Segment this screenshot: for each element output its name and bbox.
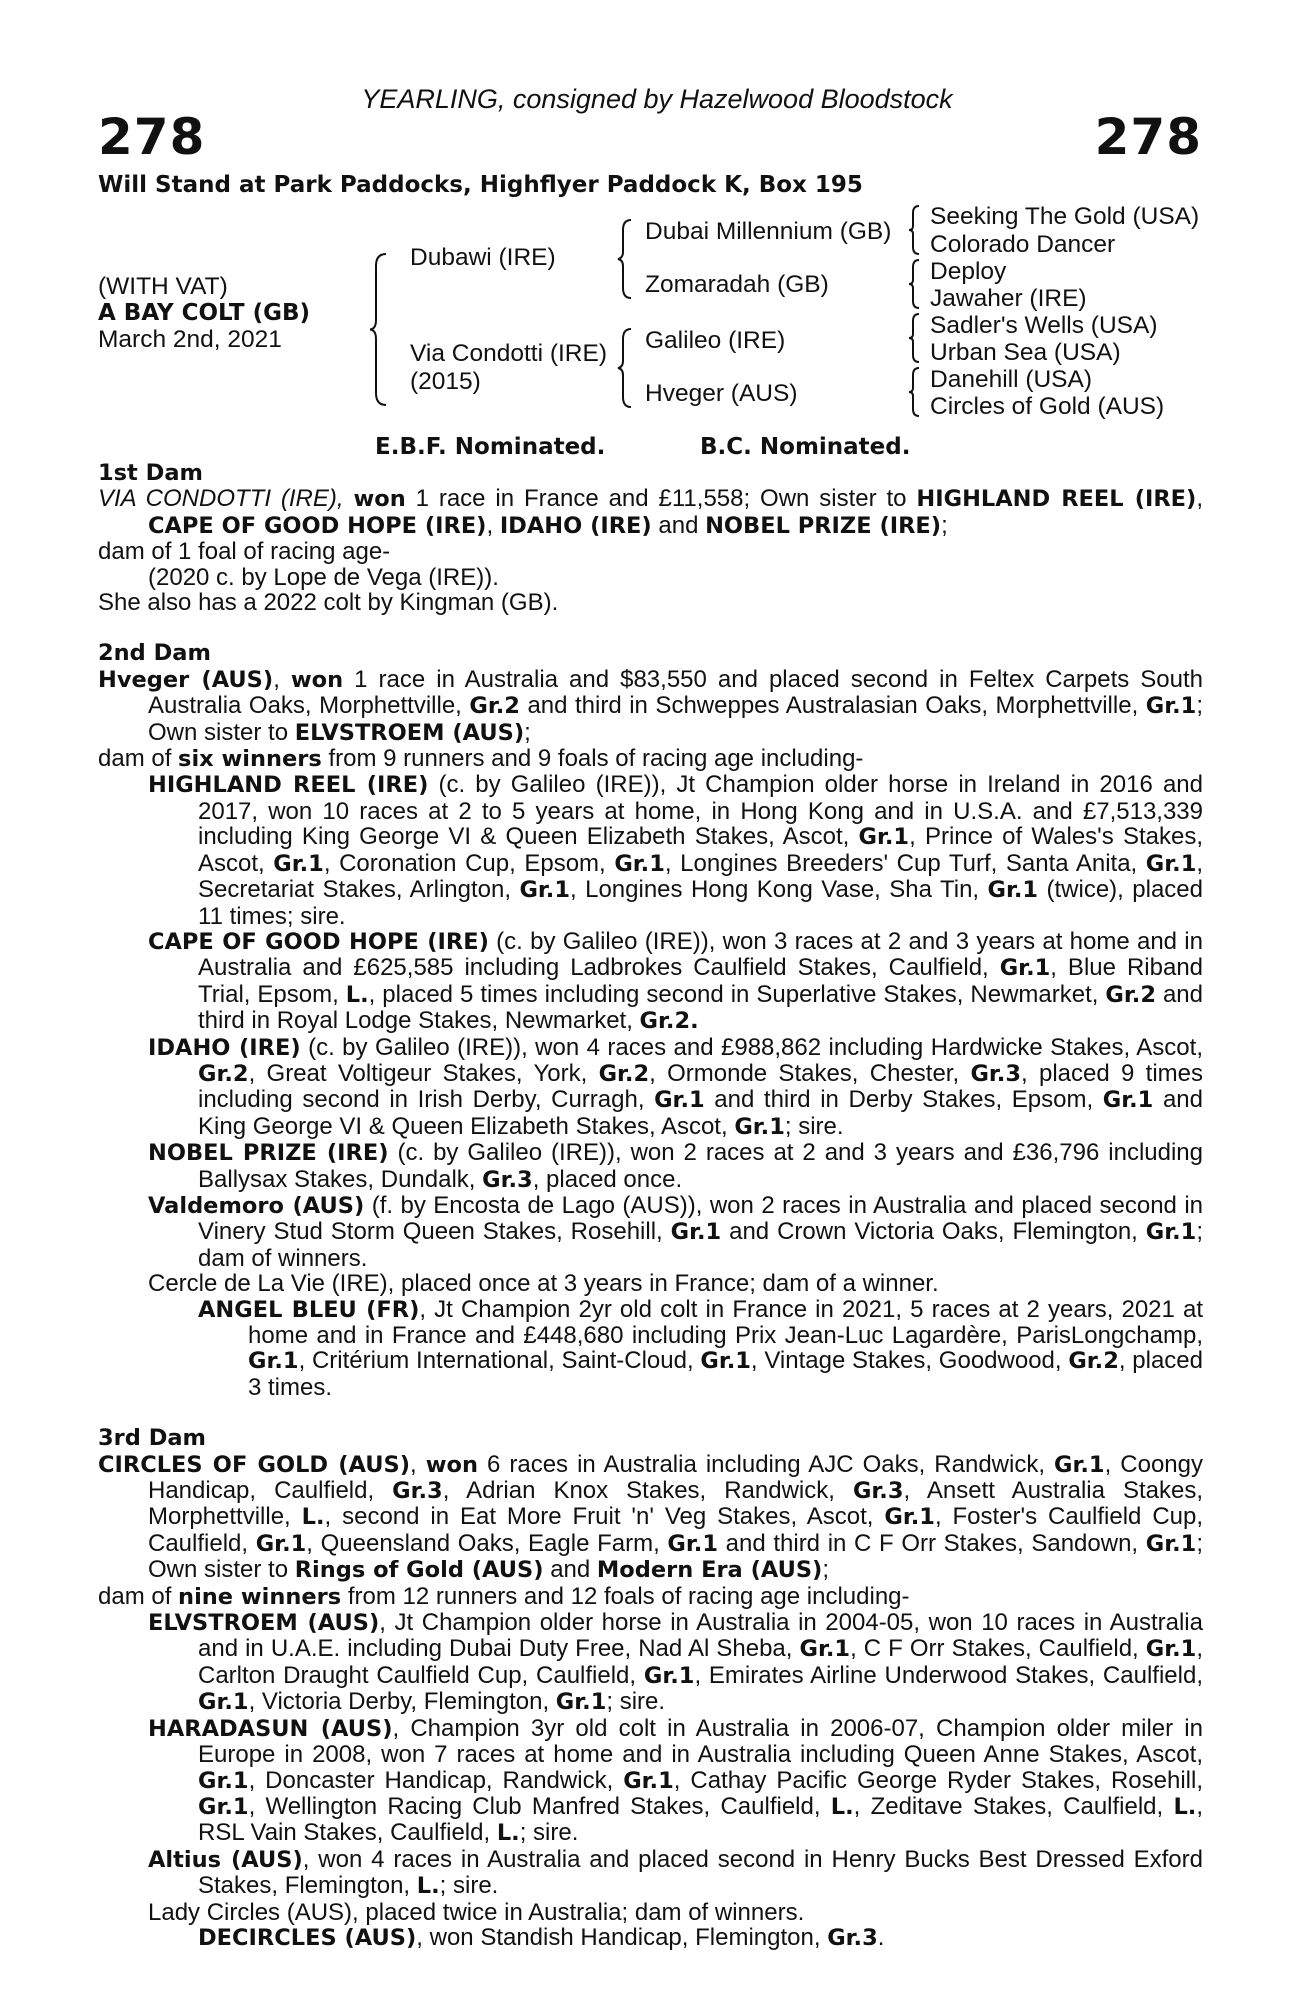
produce-altius xyxy=(98,1847,1203,1900)
produce-decircles xyxy=(98,1925,1203,1951)
grade-label: Gr.1 xyxy=(1145,850,1197,877)
horse-name: IDAHO (IRE) xyxy=(148,1034,301,1061)
consignor-title: YEARLING, consigned by Hazelwood Bloodstock xyxy=(361,84,953,114)
grade-label: Gr.2 xyxy=(1105,981,1156,1008)
produce-elvstroem xyxy=(98,1610,1203,1716)
first-dam-heading: 1st Dam xyxy=(98,460,203,486)
stabling-location: Will Stand at Park Paddocks, Highflyer Paddock K, Box 195 xyxy=(98,172,863,198)
sire-name: Dubawi (IRE) xyxy=(410,244,556,271)
text-run: , Prince of Wales's Stakes, Ascot, xyxy=(198,823,1204,877)
text-run: and xyxy=(543,1556,597,1584)
sire-sire-name: Dubai Millennium (GB) xyxy=(645,218,892,245)
text-run: (c. by Galileo (IRE)), won 3 races at 2 and 3 years at home and in Australia and £625,585 including Ladbrokes Caulfield Stakes, Caulfield, xyxy=(198,927,1203,982)
text-run: and third in Derby Stakes, Epsom, xyxy=(704,1086,1103,1114)
third-dam-name: CIRCLES OF GOLD (AUS) xyxy=(98,1451,411,1478)
grade-label: Gr.1 xyxy=(198,1793,249,1820)
text-run: , Carlton Draught Caulfield Cup, Caulfield, xyxy=(198,1635,1204,1689)
text-run: (f. by Encosta de Lago (AUS)), won 2 races in Australia and placed second in Vinery Stud Storm Queen Stakes, Rosehill, xyxy=(198,1191,1204,1246)
sibling-name: NOBEL PRIZE (IRE) xyxy=(705,512,942,539)
text-run: , Foster's Caulfield Cup, Caulfield, xyxy=(148,1503,1204,1557)
grade-label: Gr.3 xyxy=(392,1478,443,1505)
text-run: , Emirates Airline Underwood Stakes, Caulfield, xyxy=(694,1661,1203,1689)
grandsire-2: Deploy xyxy=(930,258,1007,285)
pedigree-bracket-sire xyxy=(616,218,634,300)
text-run: 6 races in Australia including AJC Oaks, Randwick, xyxy=(478,1450,1055,1478)
grade-label: L. xyxy=(496,1820,520,1847)
horse-name: Altius (AUS) xyxy=(148,1846,303,1873)
text-run: , placed 5 times including second in Superlative Stakes, Newmarket, xyxy=(368,980,1106,1008)
text-run: , Jt Champion older horse in Australia in 2004-05, won 10 races in Australia and in U.A.E. including Dubai Duty Free, Nad Al Sheba, xyxy=(198,1609,1203,1663)
text-run: (c. by Galileo (IRE)), won 4 races and £988,862 including Hardwicke Stakes, Ascot, xyxy=(300,1033,1203,1061)
text-run: 1 race in Australia and $83,550 and placed second in Feltex Carpets South Australia Oaks, Morphettville, xyxy=(148,665,1203,720)
text-run: and third in Royal Lodge Stakes, Newmarket, xyxy=(198,980,1204,1035)
grade-label: Gr.3 xyxy=(970,1060,1022,1087)
horse-name: HARADASUN (AUS) xyxy=(148,1715,393,1742)
grade-label: L. xyxy=(301,1504,325,1531)
sibling-name: Rings of Gold (AUS) xyxy=(294,1557,544,1584)
horse-name: ANGEL BLEU (FR) xyxy=(198,1296,420,1323)
winners-count: nine winners xyxy=(178,1583,342,1610)
granddam-2: Jawaher (IRE) xyxy=(930,285,1087,312)
pedigree-bracket-g1 xyxy=(907,204,921,256)
grade-label: Gr.1 xyxy=(1102,1087,1154,1114)
sibling-name: Modern Era (AUS) xyxy=(596,1557,823,1584)
text-run: , Victoria Derby, Flemington, xyxy=(248,1688,556,1716)
grandsire-4: Danehill (USA) xyxy=(930,366,1093,393)
pedigree-bracket-main xyxy=(368,252,390,407)
produce-lady-circles: Lady Circles (AUS), placed twice in Australia; dam of winners. xyxy=(148,1898,805,1926)
text-run: ; sire. xyxy=(439,1872,499,1900)
grade-label: Gr.1 xyxy=(1145,1530,1197,1557)
text-run: ; sire. xyxy=(784,1112,844,1140)
text-run: dam of xyxy=(98,1582,179,1610)
lot-number-right: 278 xyxy=(1094,108,1202,166)
text-run: , Secretariat Stakes, Arlington, xyxy=(198,849,1204,904)
grandsire-1: Seeking The Gold (USA) xyxy=(930,203,1200,230)
grade-label: Gr.1 xyxy=(614,850,665,877)
produce-haradasun xyxy=(98,1716,1203,1847)
won-label: won xyxy=(425,1451,478,1478)
grade-label: Gr.2 xyxy=(598,1060,650,1087)
produce-cercle-de-la-vie: Cercle de La Vie (IRE), placed once at 3 years in France; dam of a winner. xyxy=(148,1270,939,1298)
dam-dam-name: Hveger (AUS) xyxy=(645,380,798,407)
text-run: , Coronation Cup, Epsom, xyxy=(323,849,615,877)
text-run: (c. by Galileo (IRE)), Jt Champion older horse in Ireland in 2016 and 2017, won 10 races at 2 to 5 years at home, in Hong Kong and in U.S.A. and £7,513,339 including King George VI & Queen Elizabeth Stakes, Ascot, xyxy=(198,771,1203,851)
text-run: , Critérium International, Saint-Cloud, xyxy=(298,1347,701,1375)
grade-label: Gr.1 xyxy=(884,1504,935,1531)
grade-label: Gr.1 xyxy=(623,1767,674,1794)
first-dam-also: She also has a 2022 colt by Kingman (GB). xyxy=(98,589,559,617)
text-run: , Jt Champion 2yr old colt in France in 2021, 5 races at 2 years, 2021 at home and in France and £448,680 including Prix Jean-Luc Lagardère, ParisLongchamp, xyxy=(248,1295,1204,1349)
second-dam-name: Hveger (AUS) xyxy=(98,666,274,693)
grade-label: Gr.1 xyxy=(999,955,1051,982)
grade-label: Gr.1 xyxy=(255,1530,307,1557)
won-label: won xyxy=(353,486,406,513)
horse-name: DECIRCLES (AUS) xyxy=(198,1924,417,1951)
text-run: ; Own sister to xyxy=(148,1529,1203,1584)
text-run: ; Own sister to xyxy=(148,692,1203,746)
text-run: and Crown Victoria Oaks, Flemington, xyxy=(721,1218,1146,1246)
text-run: , Queensland Oaks, Eagle Farm, xyxy=(306,1529,668,1557)
grade-label: Gr.2 xyxy=(198,1060,249,1087)
grade-label: L. xyxy=(416,1873,440,1900)
text-run: , Vintage Stakes, Goodwood, xyxy=(750,1347,1069,1375)
text-run: ; dam of winners. xyxy=(198,1218,1203,1272)
granddam-1: Colorado Dancer xyxy=(930,231,1116,258)
grade-label: Gr.1 xyxy=(987,877,1039,904)
grade-label: Gr.1 xyxy=(1145,693,1197,720)
text-run: and King George VI & Queen Elizabeth Stakes, Ascot, xyxy=(198,1086,1203,1140)
horse-name: HIGHLAND REEL (IRE) xyxy=(148,772,429,799)
second-dam-entry: Hveger (AUS), won 1 race in Australia and $83,550 and placed second in Feltex Carpets South Australia Oaks, Morphettville, Gr.2 and third in Schweppes Australasian Oaks, Morphettville, Gr.1; Own sister to ELVSTROEM (AUS); xyxy=(98,665,1203,746)
sibling-name: ELVSTROEM (AUS) xyxy=(294,719,525,746)
text-run: from 9 runners and 9 foals of racing age including- xyxy=(321,745,864,773)
text-run: , Coongy Handicap, Caulfield, xyxy=(148,1450,1203,1505)
text-run: ; sire. xyxy=(606,1688,666,1716)
text-run: , placed once. xyxy=(532,1165,683,1193)
grade-label: Gr.1 xyxy=(1054,1451,1105,1478)
first-dam-foal: (2020 c. by Lope de Vega (IRE)). xyxy=(148,563,499,591)
grade-label: Gr.2. xyxy=(639,1008,699,1035)
grade-label: Gr.1 xyxy=(198,1767,249,1794)
grade-label: Gr.1 xyxy=(858,824,910,851)
sire-dam-name: Zomaradah (GB) xyxy=(645,271,829,298)
pedigree-bracket-g4 xyxy=(907,366,921,418)
text-run: , Ormonde Stakes, Chester, xyxy=(649,1059,971,1087)
produce-valdemoro xyxy=(98,1193,1203,1271)
grade-label: Gr.1 xyxy=(654,1087,705,1114)
won-label: won xyxy=(290,666,344,693)
grade-label: Gr.3 xyxy=(852,1478,904,1505)
grade-label: Gr.2 xyxy=(1068,1348,1119,1375)
ebf-nomination: E.B.F. Nominated. xyxy=(375,434,606,460)
grade-label: Gr.1 xyxy=(667,1530,718,1557)
grade-label: Gr.1 xyxy=(1145,1219,1197,1246)
grade-label: Gr.1 xyxy=(519,877,571,904)
pedigree-bracket-dam xyxy=(616,327,634,409)
second-dam-produce-summary xyxy=(98,746,1203,772)
grade-label: L. xyxy=(830,1793,854,1820)
grade-label: Gr.1 xyxy=(248,1348,299,1375)
sibling-name: HIGHLAND REEL (IRE) xyxy=(916,486,1197,513)
pedigree-bracket-g2 xyxy=(907,258,921,310)
pedigree-bracket-g3 xyxy=(907,312,921,364)
horse-name: A BAY COLT (GB) xyxy=(98,300,311,326)
text-run: , Blue Riband Trial, Epsom, xyxy=(198,954,1204,1008)
grade-label: Gr.1 xyxy=(1145,1636,1197,1663)
grade-label: Gr.1 xyxy=(273,850,324,877)
text-run: , second in Eat More Fruit 'n' Veg Stakes, Ascot, xyxy=(324,1503,885,1531)
dam-sire-name: Galileo (IRE) xyxy=(645,327,786,354)
grade-label: Gr.1 xyxy=(700,1348,751,1375)
sibling-name: CAPE OF GOOD HOPE (IRE) xyxy=(148,512,487,539)
text-run: (c. by Galileo (IRE)), won 2 races at 2 and 3 years and £36,796 including Ballysax Stakes, Dundalk, xyxy=(198,1139,1203,1193)
text-run: and xyxy=(651,511,706,539)
lot-number-left: 278 xyxy=(98,108,206,166)
grade-label: Gr.1 xyxy=(734,1113,785,1140)
text-run: , Champion 3yr old colt in Australia in 2006-07, Champion older miler in Europe in 2008, won 7 races at home and in Australia including Queen Anne Stakes, Ascot, xyxy=(198,1714,1203,1769)
first-dam-entry: VIA CONDOTTI (IRE), won 1 race in France and £11,558; Own sister to HIGHLAND REEL (IRE), CAPE OF GOOD HOPE (IRE), IDAHO (IRE) and NOBEL PRIZE (IRE); xyxy=(98,485,1203,539)
text-run: 1 race in France and £11,558; Own sister to xyxy=(405,485,917,513)
text-run: , Longines Hong Kong Vase, Sha Tin, xyxy=(570,876,988,904)
text-run: , Ansett Australia Stakes, Morphettville, xyxy=(148,1477,1203,1531)
produce-highland-reel xyxy=(98,772,1203,928)
text-run: , won 4 races in Australia and placed second in Henry Bucks Best Dressed Exford Stakes, Flemington, xyxy=(198,1845,1203,1900)
grade-label: Gr.3 xyxy=(827,1924,878,1951)
horse-name: Valdemoro (AUS) xyxy=(148,1192,365,1219)
vat-note: (WITH VAT) xyxy=(98,273,228,300)
first-dam-name: VIA CONDOTTI (IRE), xyxy=(98,485,344,513)
first-dam-foals: dam of 1 foal of racing age- xyxy=(98,538,391,566)
text-run: , placed 3 times. xyxy=(248,1347,1204,1401)
horse-name: ELVSTROEM (AUS) xyxy=(148,1610,380,1637)
text-run: , Great Voltigeur Stakes, York, xyxy=(248,1059,599,1087)
granddam-4: Circles of Gold (AUS) xyxy=(930,393,1165,420)
produce-nobel-prize xyxy=(98,1140,1203,1193)
text-run: , won Standish Handicap, Flemington, xyxy=(416,1923,828,1951)
third-dam-heading: 3rd Dam xyxy=(98,1425,206,1452)
text-run: , Cathay Pacific George Ryder Stakes, Rosehill, xyxy=(673,1766,1203,1794)
sibling-name: IDAHO (IRE) xyxy=(499,512,652,539)
grade-label: Gr.1 xyxy=(555,1689,607,1716)
dam-year: (2015) xyxy=(410,368,481,395)
bc-nomination: B.C. Nominated. xyxy=(700,434,911,460)
text-run: , RSL Vain Stakes, Caulfield, xyxy=(198,1792,1204,1847)
grade-label: Gr.1 xyxy=(670,1219,722,1246)
text-run: , Zeditave Stakes, Caulfield, xyxy=(853,1792,1174,1820)
grade-label: Gr.3 xyxy=(482,1166,533,1193)
grade-label: Gr.1 xyxy=(643,1662,695,1689)
foaling-date: March 2nd, 2021 xyxy=(98,326,282,353)
grade-label: Gr.1 xyxy=(198,1689,249,1716)
catalogue-body xyxy=(98,461,1203,1951)
winners-count: six winners xyxy=(178,746,322,773)
text-run: from 12 runners and 12 foals of racing age including- xyxy=(341,1582,910,1610)
text-run: . xyxy=(877,1923,885,1951)
text-run: , Longines Breeders' Cup Turf, Santa Anita, xyxy=(664,849,1146,877)
text-run: , Wellington Racing Club Manfred Stakes, Caulfield, xyxy=(248,1792,831,1820)
text-run: , Doncaster Handicap, Randwick, xyxy=(248,1766,624,1794)
second-dam-heading: 2nd Dam xyxy=(98,640,211,667)
third-dam-entry: CIRCLES OF GOLD (AUS), won 6 races in Australia including AJC Oaks, Randwick, Gr.1, Coongy Handicap, Caulfield, Gr.3, Adrian Knox Stakes, Randwick, Gr.3, Ansett Australia Stakes, Morphettville, L., second in Eat More Fruit 'n' Veg Stakes, Ascot, Gr.1, Foster's Caulfield Cup, Caulfield, Gr.1, Queensland Oaks, Eagle Farm, Gr.1 and third in C F Orr Stakes, Sandown, Gr.1; Own sister to Rings of Gold (AUS) and Modern Era (AUS); xyxy=(98,1450,1204,1584)
text-run: (twice), placed 11 times; sire. xyxy=(198,876,1203,930)
horse-name: NOBEL PRIZE (IRE) xyxy=(148,1140,389,1167)
grade-label: Gr.2 xyxy=(469,693,520,720)
third-dam-produce-summary xyxy=(98,1584,1203,1610)
granddam-3: Urban Sea (USA) xyxy=(930,339,1121,366)
grade-label: L. xyxy=(1173,1793,1197,1820)
produce-cape-of-good-hope xyxy=(98,929,1203,1035)
grade-label: L. xyxy=(345,981,369,1008)
text-run: dam of xyxy=(98,745,179,773)
horse-name: CAPE OF GOOD HOPE (IRE) xyxy=(148,928,489,955)
grade-label: Gr.1 xyxy=(799,1636,851,1663)
text-run: and third in C F Orr Stakes, Sandown, xyxy=(717,1529,1146,1557)
produce-angel-bleu xyxy=(98,1297,1203,1401)
text-run: ; sire. xyxy=(519,1819,579,1847)
produce-idaho xyxy=(98,1035,1203,1141)
text-run: , Adrian Knox Stakes, Randwick, xyxy=(442,1477,853,1505)
text-run: and third in Schweppes Australasian Oaks, Morphettville, xyxy=(519,692,1146,720)
grandsire-3: Sadler's Wells (USA) xyxy=(930,312,1158,339)
dam-name: Via Condotti (IRE) xyxy=(410,340,607,367)
text-run: , C F Orr Stakes, Caulfield, xyxy=(850,1635,1146,1663)
text-run: , placed 9 times including second in Irish Derby, Curragh, xyxy=(198,1059,1203,1114)
